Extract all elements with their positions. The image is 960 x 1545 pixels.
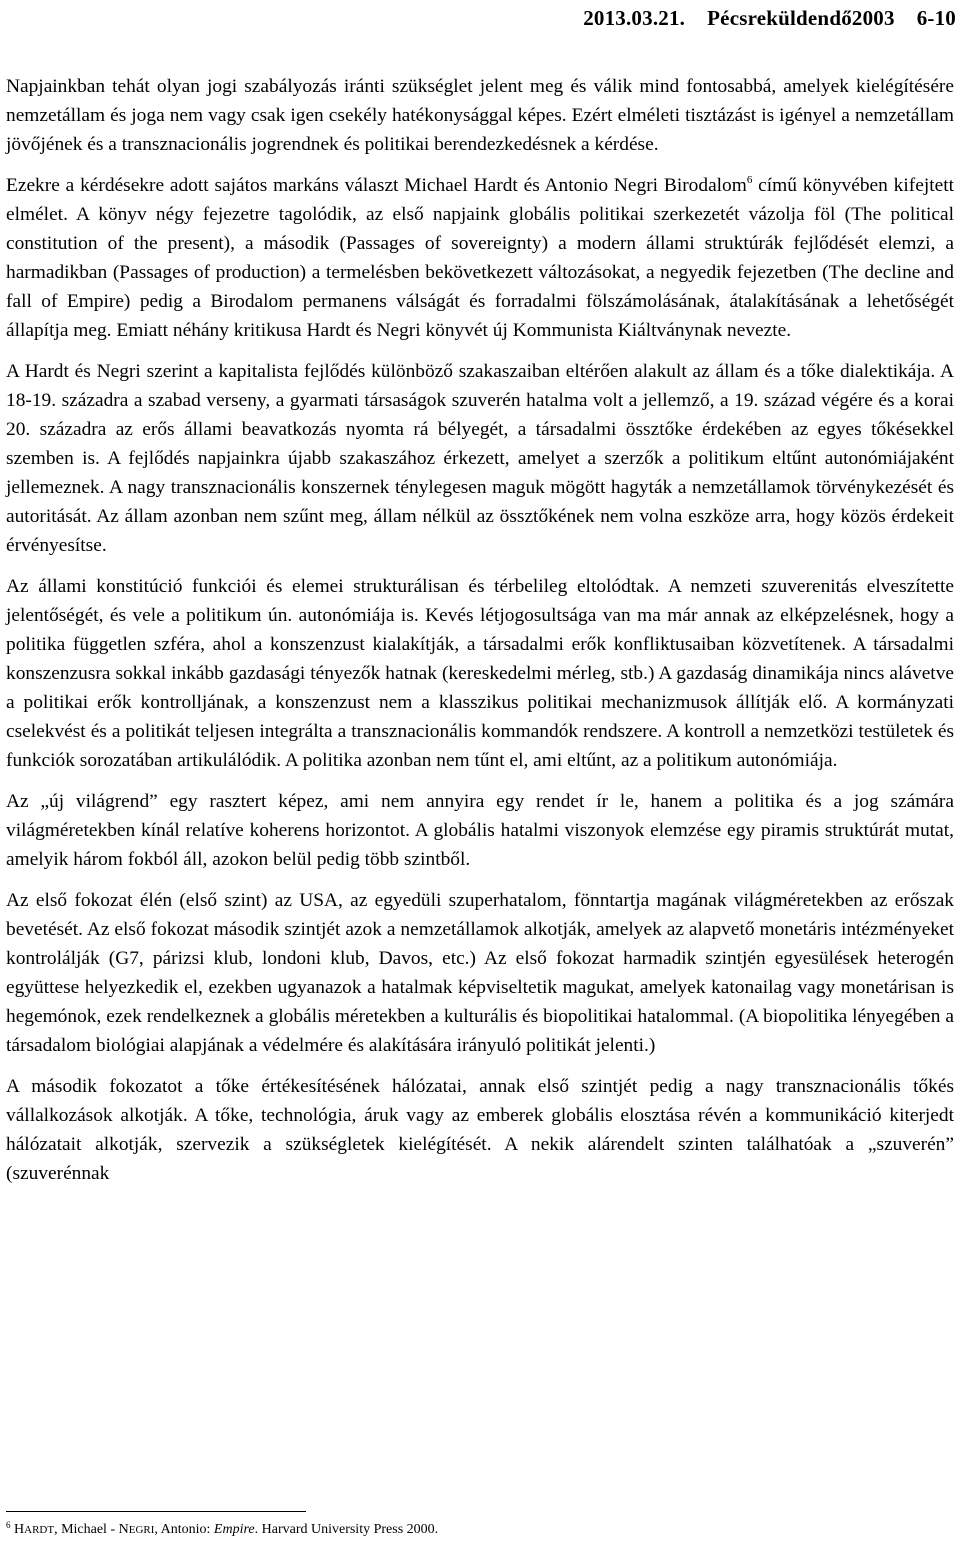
header-pages: 6-10: [916, 6, 956, 30]
paragraph: Az „új világrend” egy rasztert képez, ami nem annyira egy rendet ír le, hanem a politika és a jog számára világméretekben kínál relatíve koherens horizontot. A globális hatalmi viszonyok elemzése egy piramis struktúrát mutat, amelyik három fokból áll, azokon belül pedig több szintből.: [6, 791, 954, 870]
page-header: [583, 6, 956, 31]
header-date: 2013.03.21.: [583, 6, 686, 30]
footnote-divider: [6, 1511, 306, 1512]
footnote-author-surname: EGRI: [128, 1524, 155, 1536]
footnote-number: 6: [6, 1520, 11, 1530]
footnote-reference[interactable]: 6: [746, 174, 753, 186]
paragraph: A Hardt és Negri szerint a kapitalista fejlődés különböző szakaszaiban eltérően alakult az állam és a tőke dialektikája. A 18-19. századra a szabad verseny, a gyarmati társaságok szuverén hatalma volt a jellemző, a 19. század végére és a korai 20. századra az erős állami beavatkozás nyomta rá bélyegét, a társadalmi össztőke érdekében az egyes tőkésekkel szemben is. A fejlődés napjainkra újabb szakaszához érkezett, amelyet a szerzők a politikum eltűnt autonómiájaként jellemeznek. A nagy transznacionális konszernek ténylegesen maguk mögött hagyták a nemzetállamok törvénykezését és autoritását. Az állam azonban nem szűnt meg, állam nélkül az össztőkének nem volna eszköze arra, hogy közös érdekeit érvényesítse.: [6, 361, 954, 556]
paragraph: [6, 171, 954, 345]
paragraph-text: Ezekre a kérdésekre adott sajátos markáns választ Michael Hardt és Antonio Negri Birodalom: [6, 175, 747, 196]
footnote-publisher: . Harvard University Press 2000.: [254, 1522, 439, 1537]
footnote-author-surname: ARDT: [24, 1524, 55, 1536]
body-text: [6, 72, 954, 1200]
paragraph: Az első fokozat élén (első szint) az USA, az egyedüli szuperhatalom, fönntartja magának világméretekben az erőszak bevetését. Az első fokozat második szintjét azok a nemzetállamok alkotják, amelyek az alapvető monetáris intézményeket kontrolálják (G7, párizsi klub, londoni klub, Davos, etc.) Az első fokozat harmadik szintjén egyesülések heterogén együttese helyezkedik el, ezekben ugyanazok a hatalmak képviseltetik magukat, amelyek katonailag vagy monetárisan is hegemónok, ezek rendelkeznek a globális méretekben a kulturális és biopolitikai hatalommal. (A biopolitika lényegében a társadalom biológiai alapjának a védelmére és alakítására irányuló politikát jelenti.): [6, 890, 954, 1056]
footnote-author-initial: H: [14, 1522, 25, 1537]
paragraph: A második fokozatot a tőke értékesítésének hálózatai, annak első szintjét pedig a nagy transznacionális tőkés vállalkozások alkotják. A tőke, technológia, áruk vagy az emberek globális elosztása révén a kommunikáció kiterjedt hálózatait alkotják, szervezik a szükségletek kielégítését. A nekik alárendelt szinten találhatóak a „szuverén” (szuverénnak: [6, 1076, 954, 1184]
header-doc-name: Pécsreküldendő2003: [707, 6, 895, 30]
footnote-title: Empire: [213, 1522, 255, 1537]
footnote-author-given: , Antonio:: [154, 1522, 214, 1537]
footnote-author-given: , Michael -: [54, 1522, 119, 1537]
footnote: [6, 1521, 438, 1539]
paragraph: Az állami konstitúció funkciói és elemei strukturálisan és térbelileg eltolódtak. A nemzeti szuverenitás elveszítette jelentőségét, és vele a politikum ún. autonómiája is. Kevés létjogosultsága van ma már annak az elképzelésnek, hogy a politika független szféra, ahol a konszenzust kialakítják, a társadalmi erők konfliktusaiban közvetítenek. A társadalmi konszenzusra sokkal inkább gazdasági tényezők hatnak (kereskedelmi mérleg, stb.) A gazdaság dinamikája nincs alávetve a politikai erők kontrolljának, a konszenzust nem a klasszikus politikai mechanizmusok állítják elő. A kormányzati cselekvést és a politikát teljesen integrálta a transznacionális kommandók rendszere. A kontroll a nemzetközi testületek és funkciók sorozatában artikulálódik. A politika azonban nem tűnt el, ami eltűnt, az a politikum autonómiája.: [6, 576, 954, 771]
footnote-author-initial: N: [118, 1522, 129, 1537]
paragraph: Napjainkban tehát olyan jogi szabályozás iránti szükséglet jelent meg és válik mind fontosabbá, amelyek kielégítésére nemzetállam és joga nem vagy csak igen csekély hatékonysággal képes. Ezért elméleti tisztázást is igényel a nemzetállam jövőjének és a transznacionális jogrendnek és politikai berendezkedésnek a kérdése.: [6, 76, 954, 155]
paragraph-text: című könyvében kifejtett elmélet. A könyv négy fejezetre tagolódik, az első napjaink globális politikai szerkezetét vázolja föl (The political constitution of the present), a második (Passages of sovereignty) a modern állami struktúrák fejlődését elemzi, a harmadikban (Passages of production) a termelésben bekövetkezett változásokat, a negyedik fejezetben (The decline and fall of Empire) pedig a Birodalom permanens válságát és forradalmi fölszámolásának, átalakításának a lehetőségét állapítja meg. Emiatt néhány kritikusa Hardt és Negri könyvét új Kommunista Kiáltványnak nevezte.: [6, 175, 954, 341]
